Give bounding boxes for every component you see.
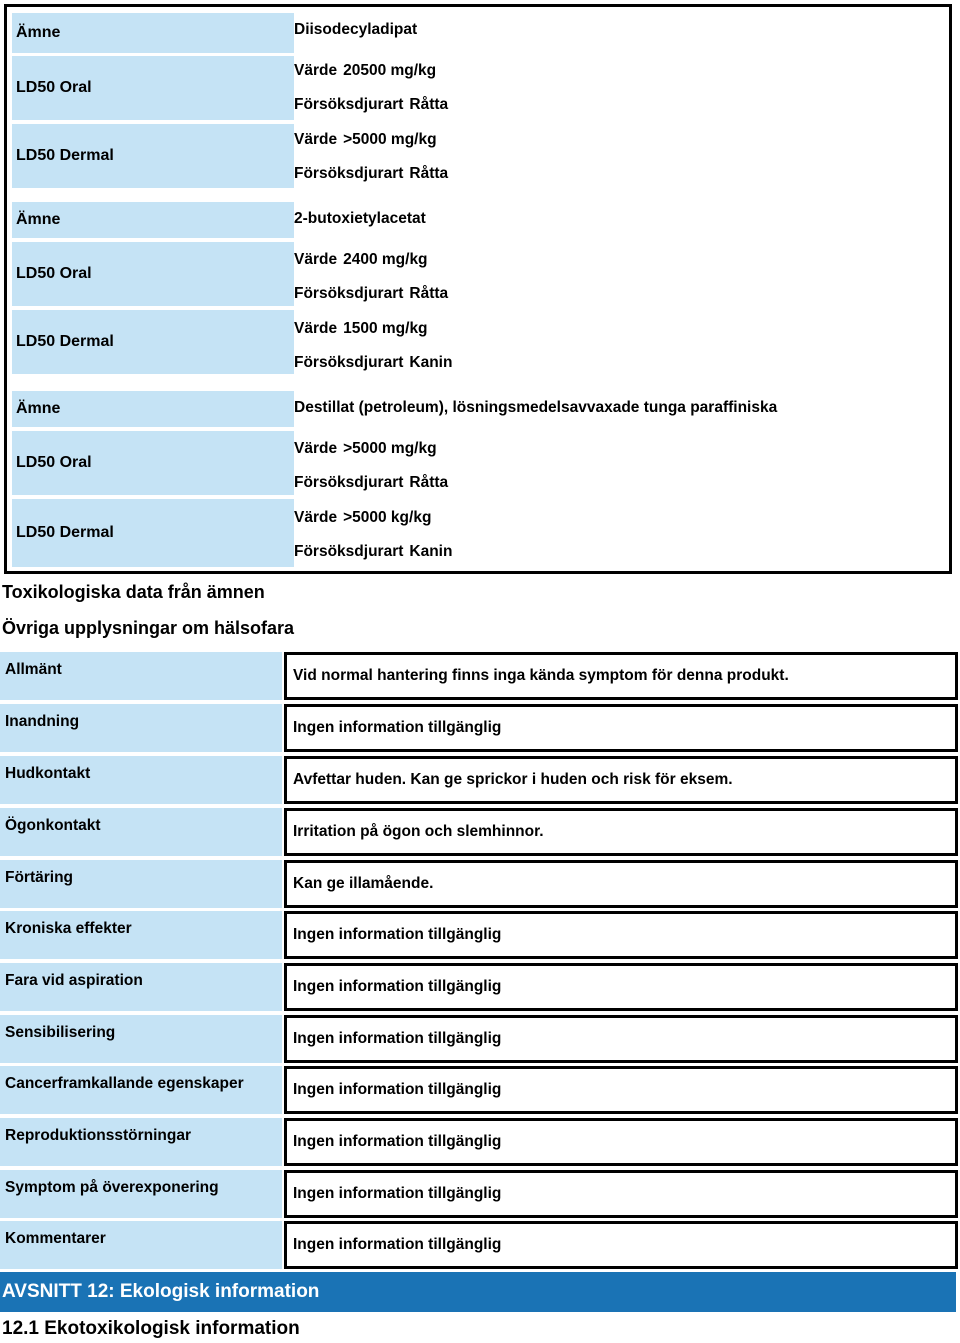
test-animal-line [294, 277, 448, 311]
health-row-label: Symptom på överexponering [0, 1170, 282, 1218]
animal-text: Råtta [409, 96, 449, 113]
substance-table [4, 4, 952, 574]
animal-key: Försöksdjurart [294, 165, 404, 182]
tox-data-heading: Toxikologiska data från ämnen [2, 582, 265, 602]
health-row-label: Sensibilisering [0, 1015, 282, 1063]
test-value-line [294, 432, 437, 466]
substance-name-text: Diisodecyladipat [294, 21, 418, 38]
health-row-value: Ingen information tillgänglig [284, 704, 958, 752]
substance-name [294, 13, 417, 47]
health-row-value: Ingen information tillgänglig [284, 1170, 958, 1218]
health-row [0, 911, 960, 959]
test-label-text: LD50 Oral [16, 79, 92, 96]
value-key: Värde [294, 251, 338, 268]
value-text: >5000 mg/kg [343, 440, 437, 457]
substance-name [294, 391, 777, 425]
test-animal-line [294, 535, 452, 569]
health-row-label: Inandning [0, 704, 282, 752]
substance-name-text: Destillat (petroleum), lösningsmedelsavvaxade tunga paraffiniska [294, 399, 778, 416]
test-value-line [294, 243, 428, 277]
health-row [0, 1221, 960, 1269]
test-label [12, 242, 294, 306]
health-row-value: Avfettar huden. Kan ge sprickor i huden och risk för eksem. [284, 756, 958, 804]
test-value-line [294, 123, 437, 157]
substance-label [12, 13, 294, 53]
test-label [12, 431, 294, 495]
test-animal-line [294, 88, 448, 122]
substance-name-text: 2-butoxietylacetat [294, 210, 426, 227]
subsection-heading: 12.1 Ekotoxikologisk information [2, 1318, 300, 1339]
health-row-value: Ingen information tillgänglig [284, 1015, 958, 1063]
health-row [0, 1118, 960, 1166]
value-text: >5000 kg/kg [343, 509, 432, 526]
health-row-label: Reproduktionsstörningar [0, 1118, 282, 1166]
health-row [0, 963, 960, 1011]
health-row-value: Ingen information tillgänglig [284, 1118, 958, 1166]
test-value-line [294, 54, 436, 88]
health-row [0, 652, 960, 700]
value-key: Värde [294, 509, 338, 526]
test-value-line [294, 501, 431, 535]
health-row-label: Cancerframkallande egenskaper [0, 1066, 282, 1114]
health-row [0, 756, 960, 804]
health-row-label: Ögonkontakt [0, 808, 282, 856]
test-label [12, 310, 294, 374]
section-header-bar: AVSNITT 12: Ekologisk information [0, 1272, 956, 1312]
animal-key: Försöksdjurart [294, 474, 404, 491]
substance-label [12, 202, 294, 238]
animal-key: Försöksdjurart [294, 354, 404, 371]
health-row-label: Kroniska effekter [0, 911, 282, 959]
health-row-label: Förtäring [0, 860, 282, 908]
value-key: Värde [294, 62, 338, 79]
test-label-text: LD50 Oral [16, 454, 92, 471]
substance-name [294, 202, 426, 236]
animal-text: Kanin [409, 543, 453, 560]
test-label [12, 499, 294, 567]
animal-key: Försöksdjurart [294, 96, 404, 113]
health-row-value: Ingen information tillgänglig [284, 963, 958, 1011]
health-row-label: Allmänt [0, 652, 282, 700]
health-row-label: Hudkontakt [0, 756, 282, 804]
substance-label-text: Ämne [16, 400, 61, 417]
value-text: 1500 mg/kg [343, 320, 428, 337]
test-label [12, 124, 294, 188]
other-info-heading: Övriga upplysningar om hälsofara [2, 618, 295, 638]
health-row-value: Ingen information tillgänglig [284, 1221, 958, 1269]
health-row-label: Kommentarer [0, 1221, 282, 1269]
substance-label [12, 391, 294, 427]
test-animal-line [294, 466, 448, 500]
health-row-label: Fara vid aspiration [0, 963, 282, 1011]
animal-key: Försöksdjurart [294, 543, 404, 560]
health-row [0, 860, 960, 908]
health-row-value: Irritation på ögon och slemhinnor. [284, 808, 958, 856]
animal-text: Råtta [409, 474, 449, 491]
animal-text: Råtta [409, 285, 449, 302]
test-label-text: LD50 Dermal [16, 524, 114, 541]
value-key: Värde [294, 131, 338, 148]
value-text: 20500 mg/kg [343, 62, 437, 79]
substance-label-text: Ämne [16, 211, 61, 228]
value-key: Värde [294, 440, 338, 457]
test-animal-line [294, 157, 448, 191]
test-label-text: LD50 Oral [16, 265, 92, 282]
health-row [0, 1170, 960, 1218]
animal-text: Råtta [409, 165, 449, 182]
health-row [0, 1015, 960, 1063]
substance-label-text: Ämne [16, 24, 61, 41]
health-row-value: Kan ge illamående. [284, 860, 958, 908]
health-row [0, 808, 960, 856]
test-animal-line [294, 346, 452, 380]
health-row-value: Ingen information tillgänglig [284, 911, 958, 959]
value-text: >5000 mg/kg [343, 131, 437, 148]
health-row [0, 704, 960, 752]
health-row-value: Vid normal hantering finns inga kända symptom för denna produkt. [284, 652, 958, 700]
test-label [12, 56, 294, 120]
animal-text: Kanin [409, 354, 453, 371]
animal-key: Försöksdjurart [294, 285, 404, 302]
value-text: 2400 mg/kg [343, 251, 428, 268]
value-key: Värde [294, 320, 338, 337]
test-value-line [294, 312, 428, 346]
health-row-value: Ingen information tillgänglig [284, 1066, 958, 1114]
test-label-text: LD50 Dermal [16, 333, 114, 350]
health-row [0, 1066, 960, 1114]
test-label-text: LD50 Dermal [16, 147, 114, 164]
